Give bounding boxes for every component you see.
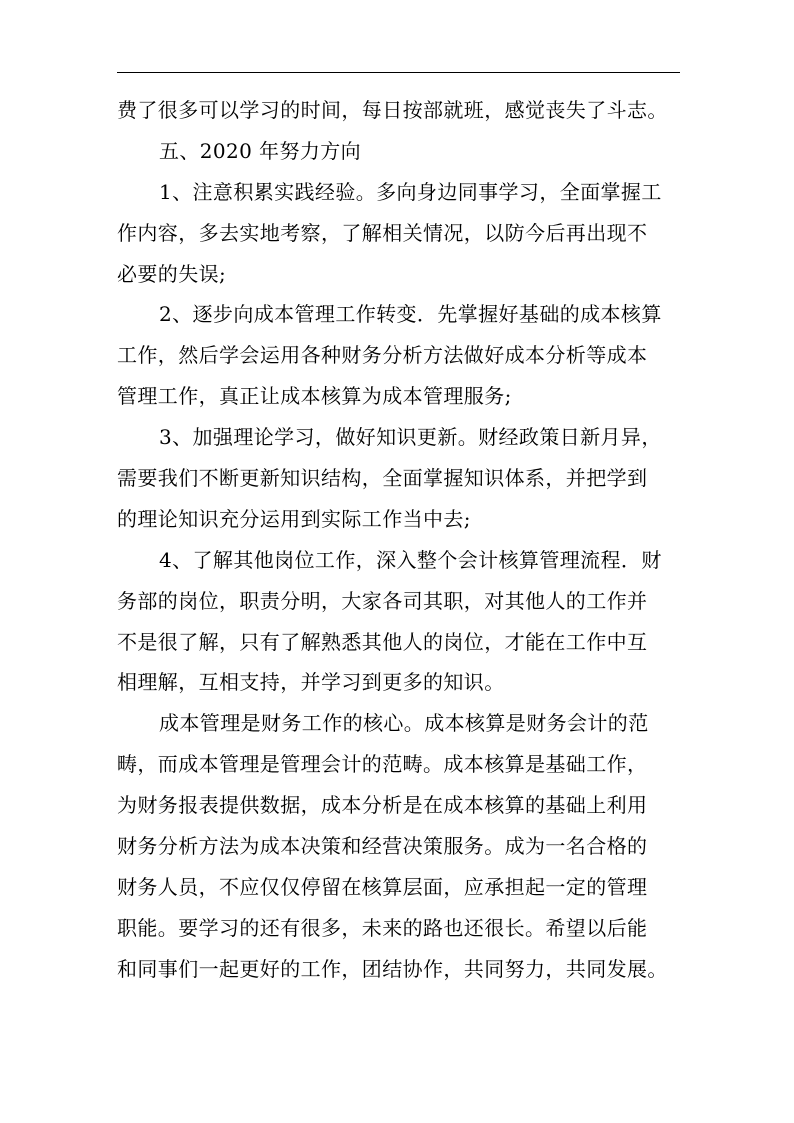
text-line: 3、加强理论学习，做好知识更新。财经政策日新月异， xyxy=(159,425,662,450)
text-line: 的理论知识充分运用到实际工作当中去; xyxy=(117,506,471,531)
text-line: 财务人员，不应仅仅停留在核算层面，应承担起一定的管理 xyxy=(117,874,648,899)
header-rule xyxy=(117,72,680,73)
text-line: 需要我们不断更新知识结构，全面掌握知识体系，并把学到 xyxy=(117,466,648,491)
text-line: 管理工作，真正让成本核算为成本管理服务; xyxy=(117,384,512,409)
text-line: 工作，然后学会运用各种财务分析方法做好成本分析等成本 xyxy=(117,343,648,368)
text-line: 1、注意积累实践经验。多向身边同事学习，全面掌握工 xyxy=(159,179,662,204)
body-text xyxy=(117,90,683,990)
text-line: 作内容，多去实地考察，了解相关情况，以防今后再出现不 xyxy=(117,220,648,245)
text-line: 为财务报表提供数据，成本分析是在成本核算的基础上利用 xyxy=(117,793,648,818)
text-line: 相理解，互相支持，并学习到更多的知识。 xyxy=(117,670,505,695)
section-heading: 五、2020 年努力方向 xyxy=(159,138,362,163)
text-line: 职能。要学习的还有很多，未来的路也还很长。希望以后能 xyxy=(117,915,648,940)
text-line: 2、逐步向成本管理工作转变．先掌握好基础的成本核算 xyxy=(159,302,662,327)
text-line: 和同事们一起更好的工作，团结协作，共同努力，共同发展。 xyxy=(117,956,668,981)
text-line: 不是很了解，只有了解熟悉其他人的岗位，才能在工作中互 xyxy=(117,629,648,654)
text-line: 必要的失误; xyxy=(117,261,227,286)
text-line: 4、了解其他岗位工作，深入整个会计核算管理流程．财 xyxy=(159,547,662,572)
text-line: 畴，而成本管理是管理会计的范畴。成本核算是基础工作， xyxy=(117,752,648,777)
text-line: 费了很多可以学习的时间，每日按部就班，感觉丧失了斗志。 xyxy=(117,98,668,122)
text-line: 财务分析方法为成本决策和经营决策服务。成为一名合格的 xyxy=(117,834,648,859)
text-line: 成本管理是财务工作的核心。成本核算是财务会计的范 xyxy=(159,711,649,736)
text-line: 务部的岗位，职责分明，大家各司其职，对其他人的工作并 xyxy=(117,588,648,613)
